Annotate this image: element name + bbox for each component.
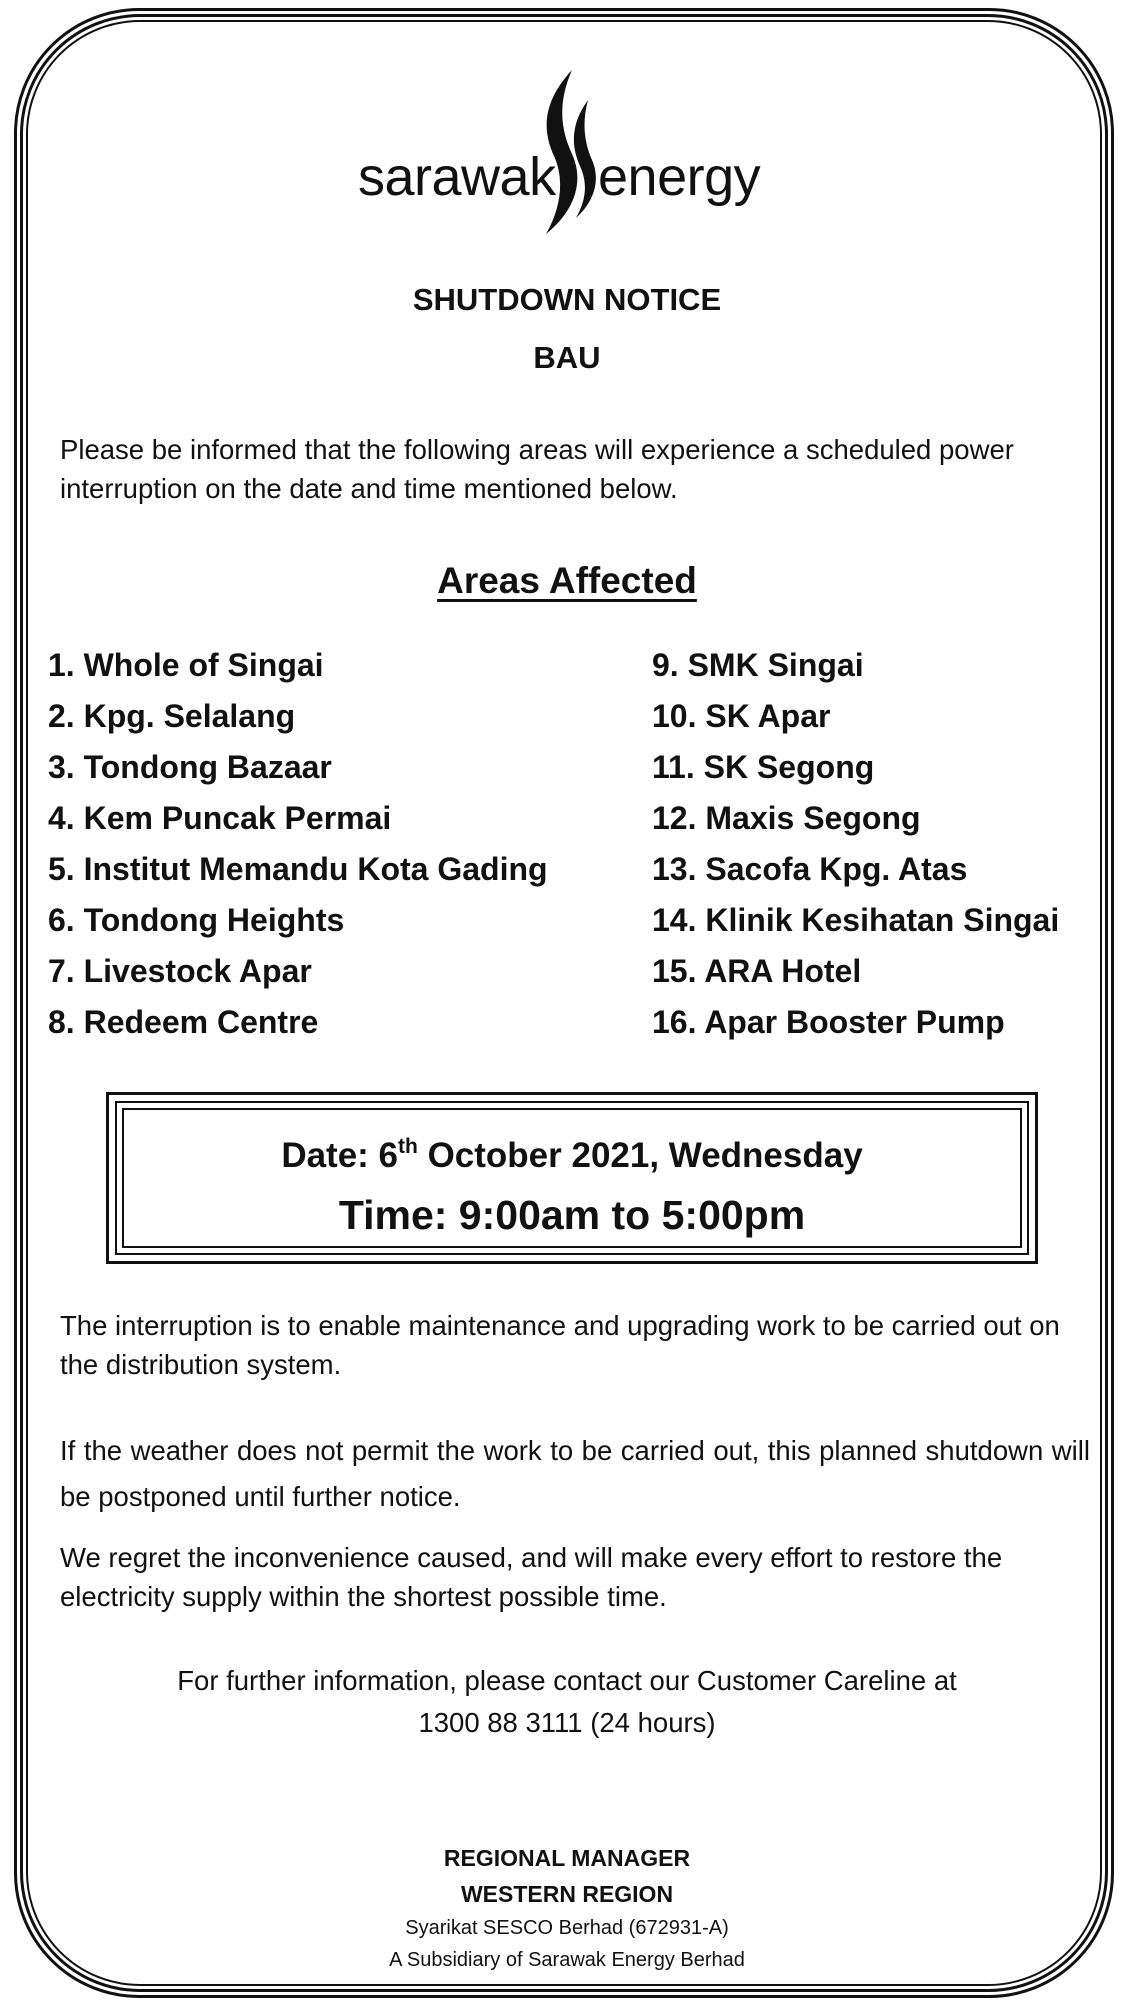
schedule-date bbox=[124, 1136, 1020, 1176]
signature-parent-company: A Subsidiary of Sarawak Energy Berhad bbox=[389, 1949, 745, 1971]
signature-role: REGIONAL MANAGER bbox=[443, 1845, 691, 1871]
list-item: 14. Klinik Kesihatan Singai bbox=[652, 902, 1060, 938]
list-item: 11. SK Segong bbox=[652, 749, 875, 785]
list-item: 6. Tondong Heights bbox=[48, 902, 345, 938]
signature-region: WESTERN REGION bbox=[460, 1881, 674, 1907]
weather-paragraph: If the weather does not permit the work to be carried out, this planned shutdown will be postponed until further notice. bbox=[60, 1435, 1090, 1512]
list-item: 15. ARA Hotel bbox=[652, 953, 862, 989]
signature-company: Syarikat SESCO Berhad (672931-A) bbox=[405, 1917, 729, 1939]
contact-line: For further information, please contact our Customer Careline at bbox=[177, 1665, 957, 1696]
schedule-date-suffix: October 2021, Wednesday bbox=[417, 1136, 863, 1175]
careline-number: 1300 88 3111 (24 hours) bbox=[418, 1707, 716, 1738]
list-item: 3. Tondong Bazaar bbox=[48, 749, 332, 785]
list-item: 5. Institut Memandu Kota Gading bbox=[48, 851, 548, 887]
list-item: 2. Kpg. Selalang bbox=[48, 698, 296, 734]
flame-icon bbox=[532, 68, 602, 238]
list-item: 1. Whole of Singai bbox=[48, 647, 324, 683]
list-item: 8. Redeem Centre bbox=[48, 1004, 319, 1040]
notice-location: BAU bbox=[533, 340, 601, 375]
list-item: 10. SK Apar bbox=[652, 698, 831, 734]
list-item: 13. Sacofa Kpg. Atas bbox=[652, 851, 968, 887]
schedule-box-border-inner bbox=[122, 1108, 1022, 1248]
intro-paragraph: Please be informed that the following areas will experience a scheduled power interruption on the date and time mentioned below. bbox=[60, 434, 1014, 504]
list-item: 7. Livestock Apar bbox=[48, 953, 312, 989]
schedule-time: Time: 9:00am to 5:00pm bbox=[338, 1192, 806, 1238]
schedule-date-prefix: Date: 6 bbox=[281, 1136, 399, 1175]
list-item: 9. SMK Singai bbox=[652, 647, 864, 683]
regret-paragraph: We regret the inconvenience caused, and will make every effort to restore the electricity supply within the shortest possible time. bbox=[60, 1542, 1003, 1612]
sarawak-energy-logo bbox=[340, 68, 790, 238]
notice-title: SHUTDOWN NOTICE bbox=[412, 282, 722, 317]
work-paragraph: The interruption is to enable maintenance and upgrading work to be carried out on the distribution system. bbox=[60, 1310, 1060, 1380]
list-item: 4. Kem Puncak Permai bbox=[48, 800, 392, 836]
schedule-date-ordinal: th bbox=[398, 1135, 418, 1158]
list-item: 12. Maxis Segong bbox=[652, 800, 921, 836]
contact-info bbox=[0, 1660, 1134, 1744]
schedule-box-border bbox=[115, 1101, 1029, 1255]
areas-heading: Areas Affected bbox=[437, 560, 697, 601]
logo-text-sarawak: sarawak bbox=[358, 147, 556, 207]
logo-text-energy: energy bbox=[598, 147, 761, 207]
areas-list-right bbox=[652, 640, 1092, 1048]
list-item: 16. Apar Booster Pump bbox=[652, 1004, 1005, 1040]
areas-list-left bbox=[48, 640, 648, 1048]
schedule-box bbox=[106, 1092, 1038, 1264]
